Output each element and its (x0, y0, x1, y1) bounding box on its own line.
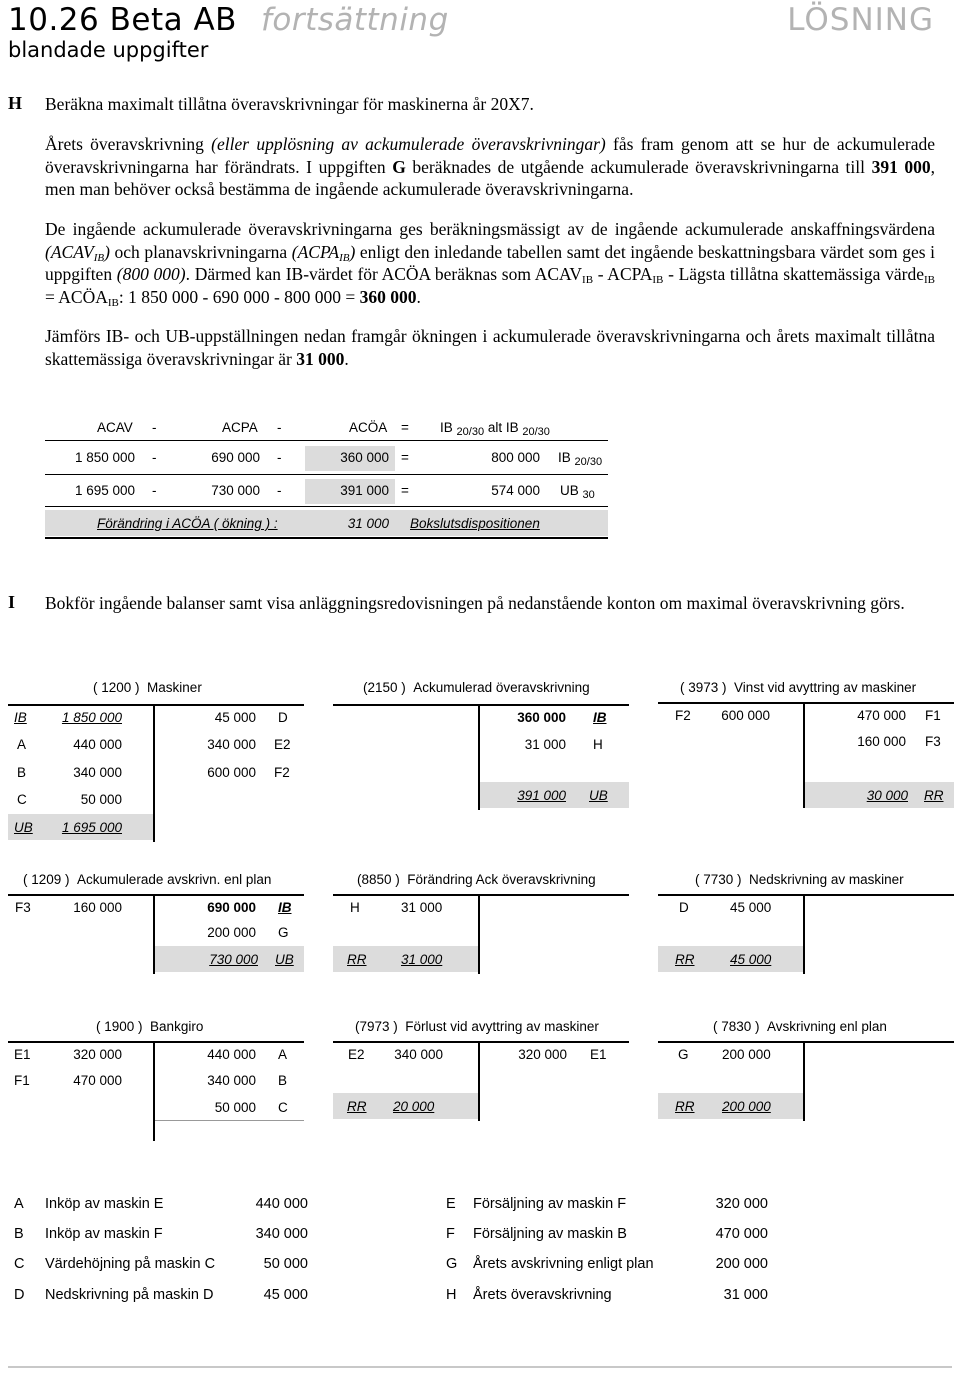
account-code: ( 7730 ) (695, 872, 742, 887)
account-name: Ackumulerade avskrivn. enl plan (77, 872, 272, 887)
legend-letter-b: B (14, 1226, 24, 1242)
legend-letter-a: A (14, 1196, 24, 1212)
calc-row1-minus-1: - (152, 450, 157, 465)
legend-amount-e: 320 000 (715, 1196, 768, 1212)
account-name: Avskrivning enl plan (767, 1019, 887, 1034)
calc-row1-rule (45, 474, 608, 475)
account-name: Förlust vid avyttring av maskiner (405, 1019, 599, 1034)
legend-text-b: Inköp av maskin F (45, 1226, 163, 1242)
calc-row1-acav: 1 850 000 (74, 450, 135, 465)
account-code: ( 1900 ) (96, 1019, 143, 1034)
task-h-paragraph-2: De ingående ackumulerade överavskrivningarna ges beräkningsmässigt av de ingående ackumulerade anskaffningsvärdena $(ACAV_{IB})$ och planavskrivningarna $(ACPA_{IB})$ enligt den inledande tabellen samt det ingående beskattningsbara värdet som ges i uppgiften (800 000). Därmed kan IB-värdet för ACÖA beräknas som $ACAV_{IB}$ - $ACPA_{IB}$ - Lägsta tillåtna skattemässiga värde$_{IB}$ = $ACÖA_{IB}$: 1 850 000 - 690 000 - 800 000 = 360 000. (45, 219, 935, 309)
account-code: (2150 ) (363, 680, 406, 695)
task-h-paragraph-1: Årets överavskrivning (eller upplösning av ackumulerade överavskrivningar) fås fram genom att se hur de ackumulerade överavskrivningarna har förändrats. I uppgiften G beräknades de utgående ackumulerade överavskrivningarna till 391 000, men man behöver också bestämma de ingående ackumulerade överavskrivningarna. (45, 134, 935, 199)
account-name: Maskiner (147, 680, 202, 695)
calc-row1-equals: = (401, 450, 409, 465)
calc-row2-acoa: 391 000 (340, 483, 389, 498)
task-h-paragraph-3: Jämförs IB- och UB-uppställningen nedan framgår ökningen i ackumulerade överavskrivningarna och årets maximalt tillåtna skattemässiga överavskrivningar är 31 000. (45, 326, 935, 369)
legend-amount-f: 470 000 (715, 1226, 768, 1242)
calc-header-acpa: ACPA (222, 420, 258, 435)
legend-letter-h: H (446, 1287, 457, 1303)
task-h-question: Beräkna maximalt tillåtna överavskrivningar för maskinerna år 20X7. (45, 94, 534, 114)
exercise-title (8, 2, 449, 38)
calc-row1-acpa: 690 000 (211, 450, 260, 465)
calc-row2-minus-2: - (277, 483, 282, 498)
calc-header-rule (45, 440, 608, 441)
calc-header-equals: = (401, 420, 409, 435)
calc-row2-acav: 1 695 000 (74, 483, 135, 498)
task-i-letter: I (8, 592, 16, 612)
account-name: Ackumulerad överavskrivning (413, 680, 590, 695)
calc-header-acoa: ACÖA (349, 420, 388, 435)
calc-row1-label: IB $_{20/30}$ (558, 450, 603, 468)
task-i-question: Bokför ingående balanser samt visa anläggningsredovisningen på nedanstående konton om maximal överavskrivning görs. (45, 593, 905, 613)
legend-text-f: Försäljning av maskin B (473, 1226, 627, 1242)
account-code: ( 7830 ) (713, 1019, 760, 1034)
calc-header-minus-2: - (277, 420, 282, 435)
exercise-subtitle: blandade uppgifter (8, 38, 209, 62)
calc-change-note: Bokslutsdispositionen (410, 516, 540, 531)
calc-row1-acoa: 360 000 (340, 450, 389, 465)
legend-text-c: Värdehöjning på maskin C (45, 1256, 216, 1272)
continuation-label: fortsättning (260, 2, 449, 38)
account-2150: (2150 ) Ackumulerad överavskrivning 360 000 IB 31 000 H 391 000 UB (333, 680, 629, 810)
calc-header-acav: ACAV (97, 420, 133, 435)
calc-row1-value: 800 000 (491, 450, 540, 465)
account-name: Nedskrivning av maskiner (749, 872, 904, 887)
legend-amount-d: 45 000 (263, 1287, 308, 1303)
account-1900: ( 1900 ) Bankgiro E1 320 000 F1 470 000 440 000 A 340 000 B 50 000 C (8, 1019, 304, 1141)
account-code: ( 1209 ) (23, 872, 70, 887)
account-7973: (7973 ) Förlust vid avyttring av maskiner E2 340 000 320 000 E1 RR 20 000 (333, 1019, 629, 1121)
legend-amount-h: 31 000 (723, 1287, 768, 1303)
legend-letter-d: D (14, 1287, 25, 1303)
legend-amount-c: 50 000 (263, 1256, 308, 1272)
calc-change-value: 31 000 (347, 516, 389, 531)
legend-letter-f: F (446, 1226, 455, 1242)
legend-text-a: Inköp av maskin E (45, 1196, 164, 1212)
calc-header-ib: IB $_{20/30}$ alt IB $_{20/30}$ (440, 420, 550, 438)
calc-bottom-rule (45, 537, 608, 539)
account-code: (8850 ) (357, 872, 400, 887)
calc-row2-acpa: 730 000 (211, 483, 260, 498)
account-name: Vinst vid avyttring av maskiner (734, 680, 917, 695)
legend-letter-c: C (14, 1256, 25, 1272)
calc-row2-label: UB $_{30}$ (560, 483, 595, 501)
account-code: ( 3973 ) (680, 680, 727, 695)
legend-letter-e: E (446, 1196, 456, 1212)
account-code: (7973 ) (355, 1019, 398, 1034)
account-7830: ( 7830 ) Avskrivning enl plan G 200 000 RR 200 000 (658, 1019, 954, 1121)
account-7730: ( 7730 ) Nedskrivning av maskiner D 45 000 RR 45 000 (658, 872, 954, 974)
calc-row1-minus-2: - (277, 450, 282, 465)
account-code: ( 1200 ) (93, 680, 140, 695)
account-1209: ( 1209 ) Ackumulerade avskrivn. enl plan F3 160 000 690 000 IB 200 000 G 730 000 UB (8, 872, 304, 974)
legend-text-d: Nedskrivning på maskin D (45, 1287, 214, 1303)
account-3973: ( 3973 ) Vinst vid avyttring av maskiner F2 600 000 470 000 F1 160 000 F3 30 000 RR (658, 680, 954, 810)
account-1200: ( 1200 ) Maskiner IB 1 850 000 A 440 000 B 340 000 C 50 000 UB 1 695 000 45 000 D 340 000 E2 600 000 F2 (8, 680, 304, 840)
legend-text-e: Försäljning av maskin F (473, 1196, 627, 1212)
account-8850: (8850 ) Förändring Ack överavskrivning H 31 000 RR 31 000 (333, 872, 629, 974)
solution-label: LÖSNING (787, 2, 934, 38)
legend-text-g: Årets avskrivning enligt plan (473, 1256, 654, 1272)
task-h-letter: H (8, 93, 23, 113)
calc-change-label: Förändring i ACÖA ( ökning ) : (97, 516, 278, 531)
footer-rule (8, 1366, 952, 1368)
calc-row2-value: 574 000 (491, 483, 540, 498)
company-name: Beta AB (109, 2, 237, 38)
exercise-number: 10.26 (8, 2, 100, 38)
calc-row2-rule (45, 506, 608, 507)
account-name: Förändring Ack överavskrivning (407, 872, 596, 887)
legend-letter-g: G (446, 1256, 458, 1272)
legend-amount-g: 200 000 (715, 1256, 768, 1272)
legend-amount-a: 440 000 (255, 1196, 308, 1212)
calc-row2-minus-1: - (152, 483, 157, 498)
account-name: Bankgiro (150, 1019, 204, 1034)
legend-amount-b: 340 000 (255, 1226, 308, 1242)
legend-text-h: Årets överavskrivning (473, 1287, 612, 1303)
calc-row2-equals: = (401, 483, 409, 498)
calc-header-minus-1: - (152, 420, 157, 435)
